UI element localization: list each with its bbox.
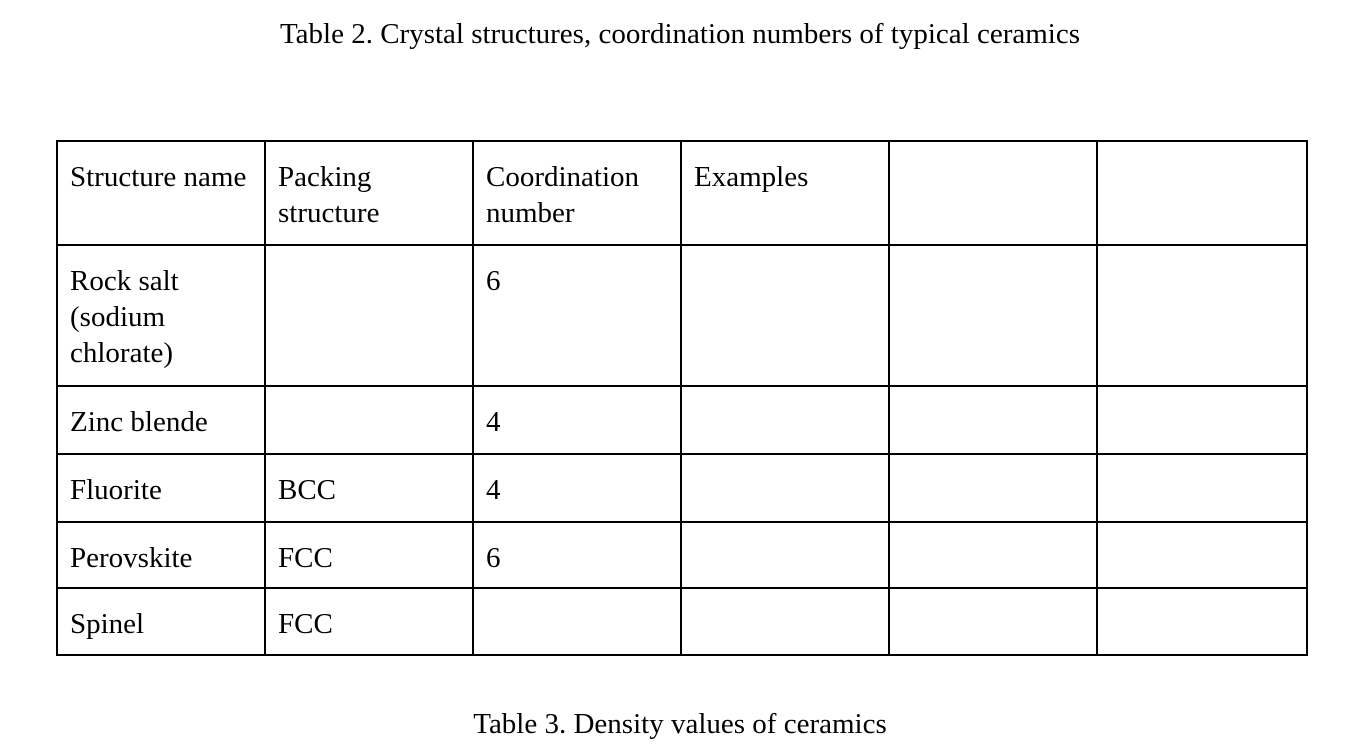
- table-cell: [889, 245, 1097, 386]
- header-cell: [1097, 141, 1307, 245]
- table-cell: [265, 386, 473, 454]
- table-row: [57, 522, 1307, 588]
- table-row: [57, 386, 1307, 454]
- table-cell: Perovskite: [57, 522, 265, 588]
- table-cell: [889, 386, 1097, 454]
- table-cell: Rock salt (sodium chlorate): [57, 245, 265, 386]
- table-cell: [473, 588, 681, 655]
- header-cell: Structure name: [57, 141, 265, 245]
- table-cell: [889, 454, 1097, 522]
- crystal-structure-table: [56, 140, 1308, 656]
- table-cell: [1097, 454, 1307, 522]
- table-cell: BCC: [265, 454, 473, 522]
- table-cell: [1097, 522, 1307, 588]
- table-cell: [681, 245, 889, 386]
- header-cell: Packing structure: [265, 141, 473, 245]
- next-table-caption: Table 3. Density values of ceramics: [473, 708, 887, 740]
- table-cell: Spinel: [57, 588, 265, 655]
- table-cell: [1097, 245, 1307, 386]
- table-cell: [889, 588, 1097, 655]
- table-cell: FCC: [265, 588, 473, 655]
- table-cell: [681, 522, 889, 588]
- table-title: Table 2. Crystal structures, coordination numbers of typical ceramics: [279, 18, 1081, 50]
- table-cell: FCC: [265, 522, 473, 588]
- table-cell: 4: [473, 386, 681, 454]
- table-cell: 4: [473, 454, 681, 522]
- table-cell: [265, 245, 473, 386]
- table-cell: 6: [473, 522, 681, 588]
- table-cell: [1097, 386, 1307, 454]
- table-cell: [681, 588, 889, 655]
- table-cell: [1097, 588, 1307, 655]
- table-cell: 6: [473, 245, 681, 386]
- header-cell: [889, 141, 1097, 245]
- header-cell: Coordination number: [473, 141, 681, 245]
- table-row: [57, 454, 1307, 522]
- table-cell: Fluorite: [57, 454, 265, 522]
- table-row: [57, 588, 1307, 655]
- table-cell: [681, 454, 889, 522]
- table-row: [57, 245, 1307, 386]
- table-cell: [681, 386, 889, 454]
- header-cell: Examples: [681, 141, 889, 245]
- table-cell: [889, 522, 1097, 588]
- table-header-row: [57, 141, 1307, 245]
- table-cell: Zinc blende: [57, 386, 265, 454]
